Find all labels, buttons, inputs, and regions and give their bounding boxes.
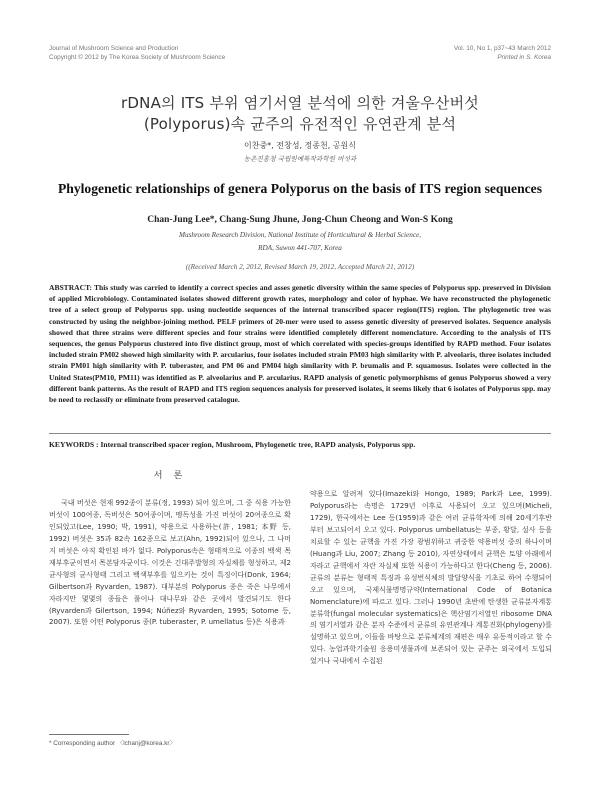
- issue-header: [454, 44, 551, 62]
- english-title: Phylogenetic relationships of genera Polyporus on the basis of ITS region sequences: [58, 181, 542, 196]
- abstract-divider: [49, 433, 551, 434]
- body-paragraph-left: 국내 버섯은 현재 992종이 분류(정, 1993) 되어 있으며, 그 중 식용 가능한 버섯이 100여종, 독버섯은 50여종이며, 맹독성을 가진 버섯이 20여종으로 확인되었고(Lee, 1990; 박, 1991), 약용으로 사용하는(許, 1981; 本野 등, 1992) 버섯은 35과 82속 162종으로 보고(Ahn, 1992)되어 있으나, 그 나머지 버섯은 아직 확인된 바가 없다. Polyporus속은 형태적으로 이종의 백색 목재부후균이면서 목본담자균이다. 이것은 긴대주발형의 자실체를 형성하고, 제2균사형의 균사형태 그리고 백색부후를 일으키는 것이 특징이다(Donk, 1964; Gilbertson과 Ryvarden, 1987). 대부분의 Polyporus 종은 죽은 나무에서 자라지만 몇몇의 종들은 풀이나 대나무와 같은 곳에서 발견되기도 한다(Ryvarden과 Gilertson, 1994; Núñez와 Ryvarden, 1995; Sotome 등, 2007). 또한 어떤 Polyporus 종(P. tuberaster, P. umellatus 등)은 식용과: [49, 497, 291, 627]
- journal-name: Journal of Mushroom Science and Production: [49, 45, 179, 52]
- copyright-line: Copyright © 2012 by The Korea Society of Mushroom Science: [49, 54, 226, 61]
- issue-info: Vol. 10, No 1, p37~43 March 2012: [453, 45, 551, 52]
- printed-in: Printed in S. Korea: [497, 54, 551, 61]
- body-column-right: [310, 488, 552, 667]
- english-authors: Chan-Jung Lee*, Chang-Sung Jhune, Jong-Chun Cheong and Won-S Kong: [147, 215, 453, 225]
- korean-affiliation: 농촌진흥청 국립원예특작과학원 버섯과: [243, 155, 357, 163]
- korean-title-line-1: rDNA의 ITS 부위 염기서열 분석에 의한 겨울우산버섯: [121, 94, 479, 112]
- journal-header: [49, 44, 225, 62]
- english-affiliation-line-2: RDA, Suwon 441-707, Korea: [258, 244, 342, 252]
- section-heading-introduction: 서 론: [153, 470, 187, 481]
- body-paragraph-right: 약용으로 알려져 있다(Imazeki와 Hongo, 1989; Park과 Lee, 1999). Polyporus라는 속명은 1729년 이후로 사용되어 오고 있으며(Micheli, 1729), 한국에서는 Lee 등(1959)과 같은 여러 균류학자에 의해 20세기후반부터 보고되어서 오고 있다. Polyporus umbellatus는 부종, 황달, 설사 등을 치료할 수 있는 균핵을 가진 가장 광범위하고 귀중한 약용버섯 중의 하나이며(Huang과 Liu, 2007; Zhang 등 2010), 자연상태에서 균핵은 토양 아래에서 자라고 균핵에서 자란 자실체 또한 식용이 가능하다고 한다(Cheng 등, 2006). 균류의 분류는 형태적 특징과 유성번식체의 발달양식을 기초로 하여 수행되어 오고 있으며, 국제식물명명규약(International Code of Botanica Nomenclature)에 따르고 있다. 그러나 1990년 초반에 탄생한 균류분자계통분류학(fungal molecular systematics)은 핵산염기서열인 ribosome DNA의 염기서열과 같은 분자 수준에서 균류의 유연관계나 계통진화(phylogeny)를 설명하고 있으며, 이들을 바탕으로 분류체계의 재편은 매우 유동적이라고 할 수 있다. 농업과학기술원 응용미생물과에 보존되어 있는 균주는 외국에서 도입되었거나 국내에서 수집된: [310, 489, 552, 666]
- body-column-left: [49, 470, 291, 628]
- english-affiliation-line-1: Mushroom Research Division, National Institute of Horticultural & Herbal Science,: [178, 231, 422, 239]
- korean-title-line-2: (Polyporus)속 균주의 유전적인 유연관계 분석: [143, 115, 457, 133]
- keywords: KEYWORDS : Internal transcribed spacer region, Mushroom, Phylogenetic tree, RAPD analysis, Polyporus spp.: [49, 440, 416, 449]
- abstract: ABSTRACT: This study was carried to identify a correct species and asses genetic diversity within the same species of Polyporus spp. preserved in Division of applied Microbiology. Contaminated isolates showed different growth rates, morphology and color of hyphae. We have reconstructed the phylogenetic tree of a select group of Polyporus spp. using nucleotide sequences of the internal transcribed spacer region(ITS) region. The phylogenetic tree was constructed by using the neighbor-joining method. PELF primers of 20-mer were used to assess genetic diversity of preserved isolates. Sequence analysis showed that three strains were different species and four strains were identified completely different nomenclature. According to the analysis of ITS sequences, the genus Polyporus clustered into five distinct group, most of which correlated with species-groups identified by RAPD method. Four isolates included strain PM02 showed high similarity with P. arcularius, four isolates included strain PM03 high similarity with P. alveolaris, three isolates included strain PM01 high similarity with P. tuberaster, and PM 06 and PM04 high similarity with P. brumalis and P. squamosus. Isolates were collected in the United States(PM10, PM11) was identified as P. alveolarius and P. arcularius. RAPD analysis of genetic polymorphisms of genus Polyporus showed a very different bank patterns. As the result of RAPD and ITS region sequences analysis for preserved isolates, it seems likely that 6 isolates of Polyporus spp. may be need to reclassify or eliminate from preserved catalogue.: [49, 283, 551, 405]
- korean-authors: 이찬중*, 전창성, 정종천, 공원식: [244, 141, 356, 150]
- corresponding-author-footnote: * Corresponding author 〈lchanj@korea.kr〉: [49, 740, 176, 747]
- received-dates: ((Received March 2, 2012, Revised March 19, 2012, Accepted March 21, 2012): [185, 263, 415, 271]
- footnote-divider: [49, 734, 129, 735]
